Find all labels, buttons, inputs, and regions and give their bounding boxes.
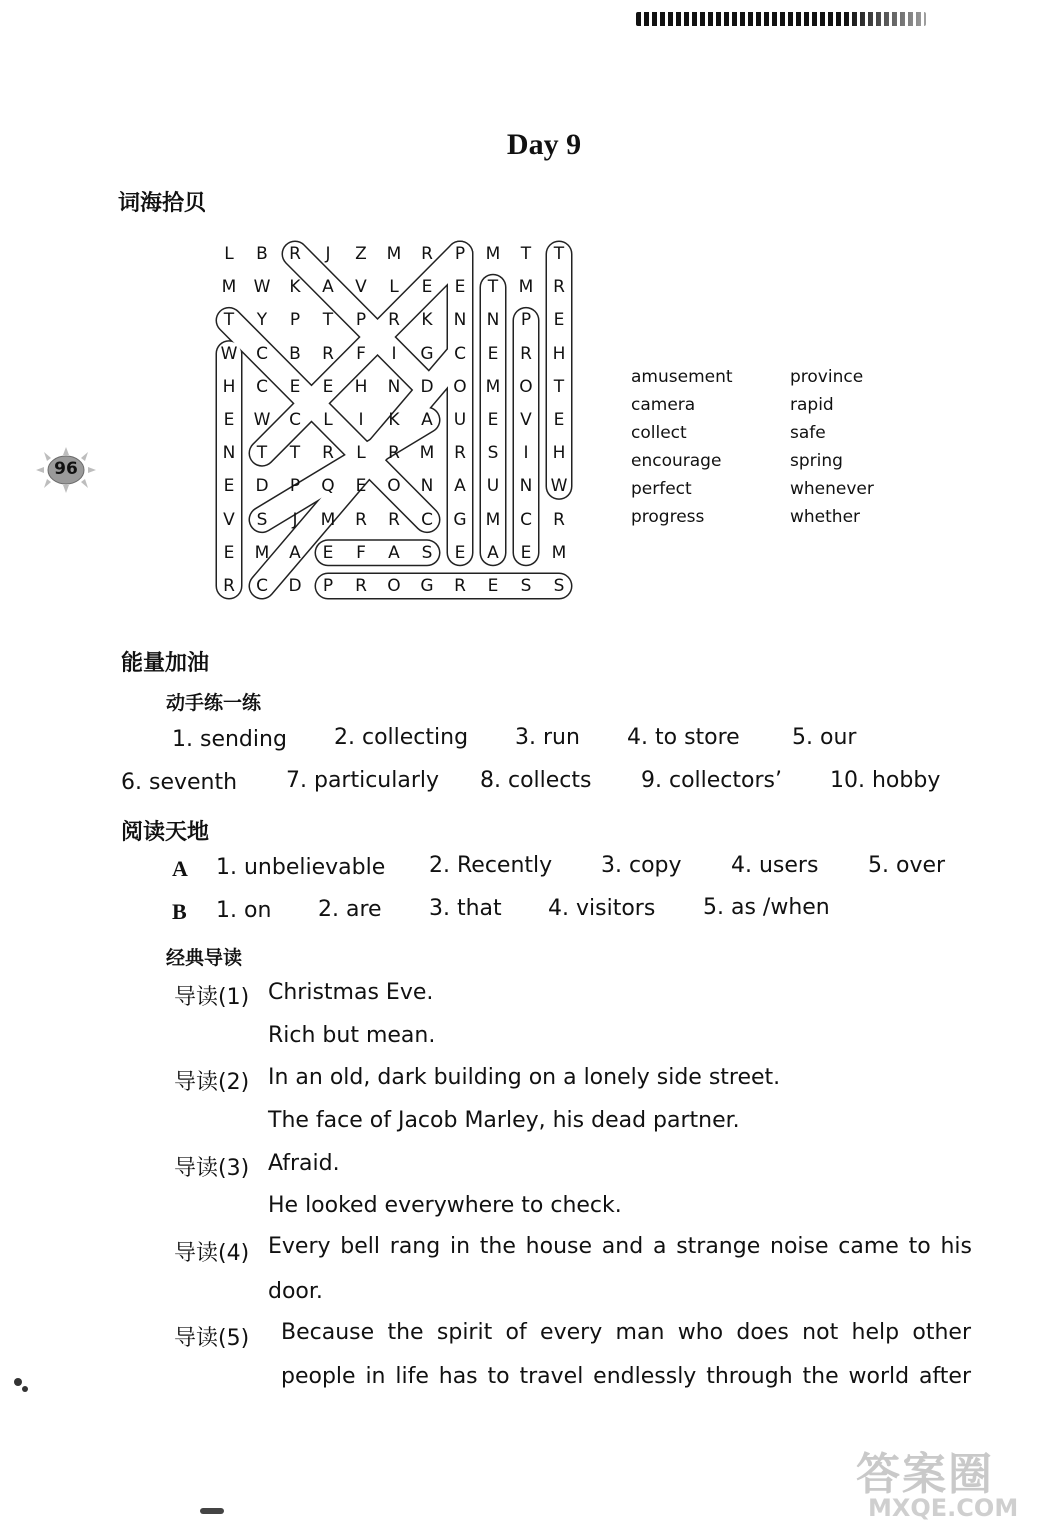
- word-list-right: [790, 367, 874, 535]
- answer-item: 9. collectors’: [641, 768, 782, 793]
- grid-letter: A: [454, 476, 466, 497]
- grid-letter: A: [487, 542, 499, 563]
- word-item: spring: [790, 451, 843, 471]
- grid-letter: C: [289, 410, 301, 430]
- grid-letter: W: [220, 343, 238, 364]
- grid-letter: M: [419, 443, 435, 464]
- answer-item: 2. Recently: [429, 853, 553, 878]
- grid-letter: M: [221, 277, 237, 298]
- grid-letter: E: [454, 542, 466, 563]
- grid-letter: Q: [321, 476, 335, 497]
- grid-letter: U: [486, 476, 500, 497]
- grid-letter: W: [253, 277, 271, 298]
- grid-letter: W: [253, 410, 271, 430]
- answer-item: 4. users: [731, 853, 819, 878]
- answer-item: 7. particularly: [286, 768, 440, 793]
- grid-letter: H: [552, 443, 566, 464]
- grid-letter: N: [420, 476, 434, 497]
- grid-letter: V: [223, 509, 235, 530]
- reading-line: In an old, dark building on a lonely side street.: [268, 1065, 781, 1090]
- grid-letter: R: [223, 576, 235, 596]
- grid-letter: R: [520, 343, 532, 364]
- answer-item: 3. run: [515, 725, 580, 750]
- grid-letter: N: [486, 310, 500, 331]
- scan-speck: [14, 1378, 22, 1386]
- reading-line: door.: [268, 1279, 323, 1304]
- grid-letter: Z: [355, 244, 367, 264]
- grid-letter: G: [420, 343, 434, 364]
- grid-letter: C: [421, 509, 433, 530]
- grid-letter: M: [518, 277, 534, 298]
- grid-letter: O: [453, 376, 467, 397]
- grid-letter: T: [256, 443, 268, 464]
- grid-letter: A: [421, 410, 433, 430]
- grid-letter: E: [322, 376, 334, 397]
- grid-letter: D: [288, 576, 302, 596]
- grid-letter: T: [553, 244, 565, 264]
- grid-letter: M: [386, 244, 402, 264]
- grid-letter: B: [289, 343, 301, 364]
- answer-item: 4. visitors: [548, 896, 656, 921]
- grid-letter: M: [320, 509, 336, 530]
- grid-letter: T: [487, 277, 499, 298]
- grid-letter: R: [322, 343, 334, 364]
- answer-item: 1. on: [216, 898, 272, 923]
- grid-letter: T: [322, 310, 334, 331]
- section-heading-energy: 能量加油: [121, 651, 210, 676]
- word-item: whether: [790, 507, 861, 527]
- grid-letter: V: [520, 410, 532, 430]
- grid-letter: T: [289, 443, 301, 464]
- grid-letter: P: [322, 576, 334, 596]
- grid-letter: E: [487, 410, 499, 430]
- grid-letter: L: [224, 244, 234, 264]
- word-item: rapid: [790, 395, 834, 415]
- grid-letter: C: [256, 376, 268, 397]
- page-number-badge: [36, 447, 96, 493]
- reading-label: 导读(4): [174, 1241, 250, 1266]
- answer-item: 4. to store: [627, 725, 740, 750]
- answer-item: 1. unbelievable: [216, 855, 386, 880]
- grid-letter: J: [325, 244, 331, 264]
- grid-letter: E: [223, 476, 235, 497]
- grid-letter: S: [256, 509, 268, 530]
- grid-letter: N: [222, 443, 236, 464]
- grid-letter: O: [387, 576, 401, 596]
- part-label-a: A: [172, 856, 188, 881]
- grid-letter: C: [520, 509, 532, 530]
- grid-letter: M: [254, 542, 270, 563]
- part-label-b: B: [172, 899, 187, 924]
- watermark-logo: 答案圈: [856, 1449, 994, 1500]
- reading-line: He looked everywhere to check.: [268, 1193, 622, 1218]
- grid-letter: C: [454, 343, 466, 364]
- grid-letter: I: [358, 410, 364, 430]
- grid-letter: Y: [256, 310, 268, 331]
- grid-letter: U: [453, 410, 467, 430]
- grid-letter: P: [289, 476, 301, 497]
- grid-letter: E: [487, 343, 499, 364]
- watermark-url: MXQE.COM: [868, 1494, 1019, 1522]
- grid-letter: D: [255, 476, 269, 497]
- grid-letter: C: [256, 343, 268, 364]
- grid-letter: R: [388, 443, 400, 464]
- answer-item: 5. as /when: [703, 895, 830, 920]
- answer-item: 8. collects: [480, 768, 592, 793]
- reading-line: Afraid.: [268, 1151, 340, 1176]
- grid-letter: N: [519, 476, 533, 497]
- header-decoration-fade: [846, 12, 926, 26]
- grid-letter: E: [223, 410, 235, 430]
- grid-letter: E: [553, 410, 565, 430]
- grid-letter: C: [256, 576, 268, 596]
- answer-item: 1. sending: [172, 727, 287, 752]
- word-search-grid: [212, 240, 582, 610]
- reading-label: 导读(1): [174, 985, 250, 1010]
- grid-letter: E: [289, 376, 301, 397]
- reading-line: Christmas Eve.: [268, 980, 434, 1005]
- grid-letter: E: [520, 542, 532, 563]
- grid-letter: G: [420, 576, 434, 596]
- word-item: perfect: [631, 479, 692, 499]
- grid-letter: P: [289, 310, 301, 331]
- answer-item: 2. are: [318, 897, 382, 922]
- grid-letter: H: [354, 376, 368, 397]
- page-number: 96: [54, 459, 78, 479]
- grid-letter: D: [420, 376, 434, 397]
- grid-letter: R: [553, 277, 565, 298]
- page-title: Day 9: [506, 128, 582, 161]
- grid-letter: P: [355, 310, 367, 331]
- grid-letter: A: [388, 542, 400, 563]
- reading-line: people in life has to travel endlessly through the world after: [281, 1364, 971, 1389]
- reading-label: 导读(2): [174, 1070, 250, 1095]
- subheading-classic-reading: 经典导读: [166, 947, 243, 969]
- grid-letter: R: [355, 509, 367, 530]
- grid-letter: F: [356, 542, 366, 563]
- word-item: progress: [631, 507, 705, 527]
- section-heading-reading: 阅读天地: [121, 820, 210, 845]
- subheading-practice: 动手练一练: [166, 692, 262, 714]
- reading-line: Because the spirit of every man who does not help other: [281, 1320, 971, 1345]
- grid-letter: T: [223, 310, 235, 331]
- word-item: camera: [631, 395, 696, 415]
- word-item: province: [790, 367, 864, 387]
- grid-letter: S: [421, 542, 433, 563]
- grid-letter: W: [550, 476, 568, 497]
- grid-letter: G: [453, 509, 467, 530]
- word-item: safe: [790, 423, 826, 443]
- section-heading-vocab: 词海拾贝: [118, 191, 207, 216]
- answer-item: 5. our: [792, 725, 857, 750]
- grid-letter: I: [523, 443, 529, 464]
- reading-label: 导读(3): [174, 1156, 250, 1181]
- grid-letter: E: [454, 277, 466, 298]
- grid-letter: R: [388, 310, 400, 331]
- grid-letter: J: [292, 509, 298, 530]
- grid-letter: L: [389, 277, 399, 298]
- word-item: encourage: [631, 451, 722, 471]
- grid-letter: P: [454, 244, 466, 264]
- grid-letter: R: [289, 244, 301, 264]
- word-list-left: [631, 367, 733, 535]
- grid-letter: T: [553, 376, 565, 397]
- grid-letter: R: [421, 244, 433, 264]
- grid-letter: M: [485, 244, 501, 264]
- answer-item: 5. over: [868, 853, 946, 878]
- grid-letter: R: [454, 576, 466, 596]
- grid-letter: L: [356, 443, 366, 464]
- grid-letter: H: [222, 376, 236, 397]
- answer-item: 6. seventh: [121, 770, 238, 795]
- grid-letter: H: [552, 343, 566, 364]
- grid-letter: T: [520, 244, 532, 264]
- grid-letter: P: [520, 310, 532, 331]
- grid-letter: F: [356, 343, 366, 364]
- grid-letter: M: [485, 376, 501, 397]
- grid-letter: K: [388, 410, 400, 430]
- reading-label: 导读(5): [174, 1326, 250, 1351]
- grid-letter: M: [485, 509, 501, 530]
- word-item: amusement: [631, 367, 733, 387]
- grid-letter: E: [322, 542, 334, 563]
- reading-line: Every bell rang in the house and a strange noise came to his: [268, 1234, 972, 1259]
- answer-item: 2. collecting: [334, 725, 469, 750]
- grid-letter: S: [487, 443, 499, 464]
- scan-speck: [200, 1508, 224, 1514]
- grid-letter: K: [421, 310, 433, 331]
- grid-letter: E: [421, 277, 433, 298]
- word-item: collect: [631, 423, 687, 443]
- grid-letter: S: [553, 576, 565, 596]
- answer-item: 10. hobby: [830, 768, 941, 793]
- grid-letter: R: [355, 576, 367, 596]
- answer-item: 3. copy: [601, 853, 682, 878]
- scan-speck: [22, 1386, 28, 1392]
- word-item: whenever: [790, 479, 874, 499]
- grid-letter: N: [387, 376, 401, 397]
- grid-letter: M: [551, 542, 567, 563]
- grid-letter: E: [355, 476, 367, 497]
- grid-letter: E: [487, 576, 499, 596]
- grid-letter: R: [388, 509, 400, 530]
- grid-letter: R: [553, 509, 565, 530]
- grid-letter: O: [387, 476, 401, 497]
- grid-letter: E: [223, 542, 235, 563]
- grid-letter: L: [323, 410, 333, 430]
- grid-letter: R: [322, 443, 334, 464]
- reading-line: The face of Jacob Marley, his dead partner.: [268, 1108, 740, 1133]
- grid-letter: E: [553, 310, 565, 331]
- grid-letter: A: [322, 277, 334, 298]
- grid-letter: N: [453, 310, 467, 331]
- grid-letter: O: [519, 376, 533, 397]
- answer-item: 3. that: [429, 896, 502, 921]
- grid-letter: B: [256, 244, 268, 264]
- grid-letter: S: [520, 576, 532, 596]
- grid-letter: V: [355, 277, 367, 298]
- grid-letter: I: [391, 343, 397, 364]
- grid-letter: A: [289, 542, 301, 563]
- reading-line: Rich but mean.: [268, 1023, 436, 1048]
- grid-letter: K: [289, 277, 301, 298]
- grid-letter: R: [454, 443, 466, 464]
